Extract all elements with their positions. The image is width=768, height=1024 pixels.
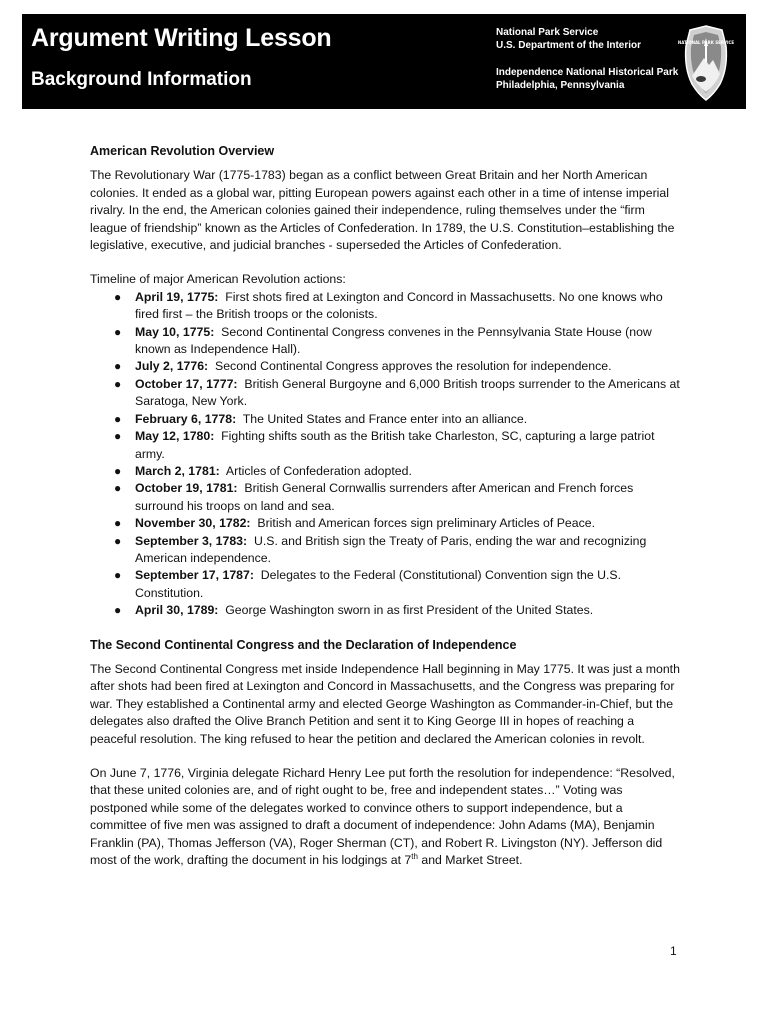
lesson-subtitle: Background Information <box>31 69 252 90</box>
paragraph-spacer <box>90 748 680 765</box>
timeline-date: October 19, 1781: <box>135 481 238 496</box>
timeline-item <box>90 533 680 568</box>
bullet-icon: ● <box>114 376 122 391</box>
timeline-item <box>90 567 680 602</box>
timeline-date: September 17, 1787: <box>135 568 254 583</box>
bullet-icon: ● <box>114 516 122 531</box>
department-name: U.S. Department of the Interior <box>496 40 642 51</box>
timeline-item <box>90 289 680 324</box>
bullet-icon: ● <box>114 324 122 339</box>
timeline-text: Delegates to the Federal (Constitutional) Convention sign the U.S. Constitution. <box>135 568 622 600</box>
timeline-date: April 30, 1789: <box>135 603 219 618</box>
timeline-item <box>90 358 680 375</box>
timeline-item <box>90 428 680 463</box>
timeline-text: Second Continental Congress approves the resolution for independence. <box>215 359 612 374</box>
timeline-date: July 2, 1776: <box>135 359 209 374</box>
document-body <box>90 143 680 869</box>
congress-paragraph-2-end: and Market Street. <box>417 853 523 868</box>
timeline-text: Second Continental Congress convenes in the Pennsylvania State House (now known as Independence Hall). <box>135 324 652 357</box>
timeline-text: U.S. and British sign the Treaty of Paris, ending the war and recognizing American independence. <box>135 533 647 565</box>
timeline-date: February 6, 1778: <box>135 411 237 426</box>
bullet-icon: ● <box>114 289 122 304</box>
timeline-item <box>90 463 680 480</box>
timeline-text: British General Burgoyne and 6,000 British troops surrender to the Americans at Saratoga, New York. <box>135 376 680 409</box>
nps-arrowhead-logo-icon <box>677 24 735 102</box>
bullet-icon: ● <box>114 568 122 583</box>
timeline-item <box>90 602 680 619</box>
timeline-item <box>90 324 680 359</box>
bullet-icon: ● <box>114 463 122 478</box>
timeline-list <box>90 289 680 620</box>
timeline-intro: Timeline of major American Revolution actions: <box>90 272 346 287</box>
timeline-date: April 19, 1775: <box>135 289 219 304</box>
timeline-text: George Washington sworn in as first President of the United States. <box>225 603 594 618</box>
timeline-text: British General Cornwallis surrenders after American and French forces surround his troops on land and sea. <box>135 481 634 513</box>
lesson-title: Argument Writing Lesson <box>31 24 332 52</box>
timeline-text: The United States and France enter into an alliance. <box>242 411 528 426</box>
timeline-date: November 30, 1782: <box>135 516 251 531</box>
congress-paragraph-1: The Second Continental Congress met inside Independence Hall beginning in May 1775. It was just a month after shots had been fired at Lexington and Concord in Massachusetts, and the Congress was preparing for war. They established a Continental army and elected George Washington as Commander-in-Chief, but the delegates also drafted the Olive Branch Petition and sent it to King George III in hopes of reaching a peaceful resolution. The king refused to hear the petition and declared the American colonies in revolt. <box>90 661 680 746</box>
bullet-icon: ● <box>114 603 122 618</box>
timeline-date: October 17, 1777: <box>135 376 238 391</box>
timeline-date: May 10, 1775: <box>135 324 215 339</box>
paragraph-spacer <box>90 254 680 271</box>
timeline-item <box>90 376 680 411</box>
timeline-text: Fighting shifts south as the British take Charleston, SC, capturing a large patriot army. <box>135 429 655 461</box>
timeline-item <box>90 480 680 515</box>
ordinal-suffix: th <box>411 851 418 861</box>
park-location: Philadelphia, Pennsylvania <box>496 80 625 91</box>
congress-paragraph-2 <box>90 765 680 869</box>
park-info <box>496 66 678 92</box>
timeline-text: Articles of Confederation adopted. <box>225 463 412 478</box>
timeline-item <box>90 515 680 532</box>
timeline-date: March 2, 1781: <box>135 463 220 478</box>
timeline-text: British and American forces sign preliminary Articles of Peace. <box>257 516 595 531</box>
congress-heading: The Second Continental Congress and the Declaration of Independence <box>90 637 517 652</box>
congress-paragraph-2-main: On June 7, 1776, Virginia delegate Richard Henry Lee put forth the resolution for independence: “Resolved, that these united colonies are, and of right ought to be, free and independent states…” Voting was postponed while some of the delegates worked to convince others to support independence, but a committee of five men was assigned to draft a document of independence: John Adams (MA), Benjamin Franklin (PA), Thomas Jefferson (VA), Roger Sherman (CT), and Robert R. Livingston (NY). Jefferson did most of the work, drafting the document in his lodgings at 7 <box>90 766 675 868</box>
logo-lettering: NATIONAL PARK SERVICE <box>677 40 735 45</box>
park-name: Independence National Historical Park <box>496 67 679 78</box>
bullet-icon: ● <box>114 411 122 426</box>
overview-paragraph: The Revolutionary War (1775-1783) began as a conflict between Great Britain and her North American colonies. It ended as a global war, pitting European powers against each other in a time of intense imperial rivalry. In the end, the American colonies gained their independence, ruling themselves under the “firm league of friendship” known as the Articles of Confederation. In 1789, the U.S. Constitution–establishing the legislative, executive, and judicial branches - superseded the Articles of Confederation. <box>90 168 675 253</box>
bullet-icon: ● <box>114 429 122 444</box>
overview-heading: American Revolution Overview <box>90 144 275 158</box>
timeline-text: First shots fired at Lexington and Concord in Massachusetts. No one knows who fired first – the British troops or the colonists. <box>135 289 663 322</box>
agency-name: National Park Service <box>496 27 599 38</box>
timeline-date: May 12, 1780: <box>135 429 215 444</box>
timeline-date: September 3, 1783: <box>135 533 248 548</box>
bullet-icon: ● <box>114 481 122 496</box>
header-band <box>22 14 746 109</box>
bullet-icon: ● <box>114 359 122 374</box>
agency-info <box>496 26 641 52</box>
timeline-item <box>90 411 680 428</box>
bullet-icon: ● <box>114 533 122 548</box>
page-number: 1 <box>670 944 677 958</box>
